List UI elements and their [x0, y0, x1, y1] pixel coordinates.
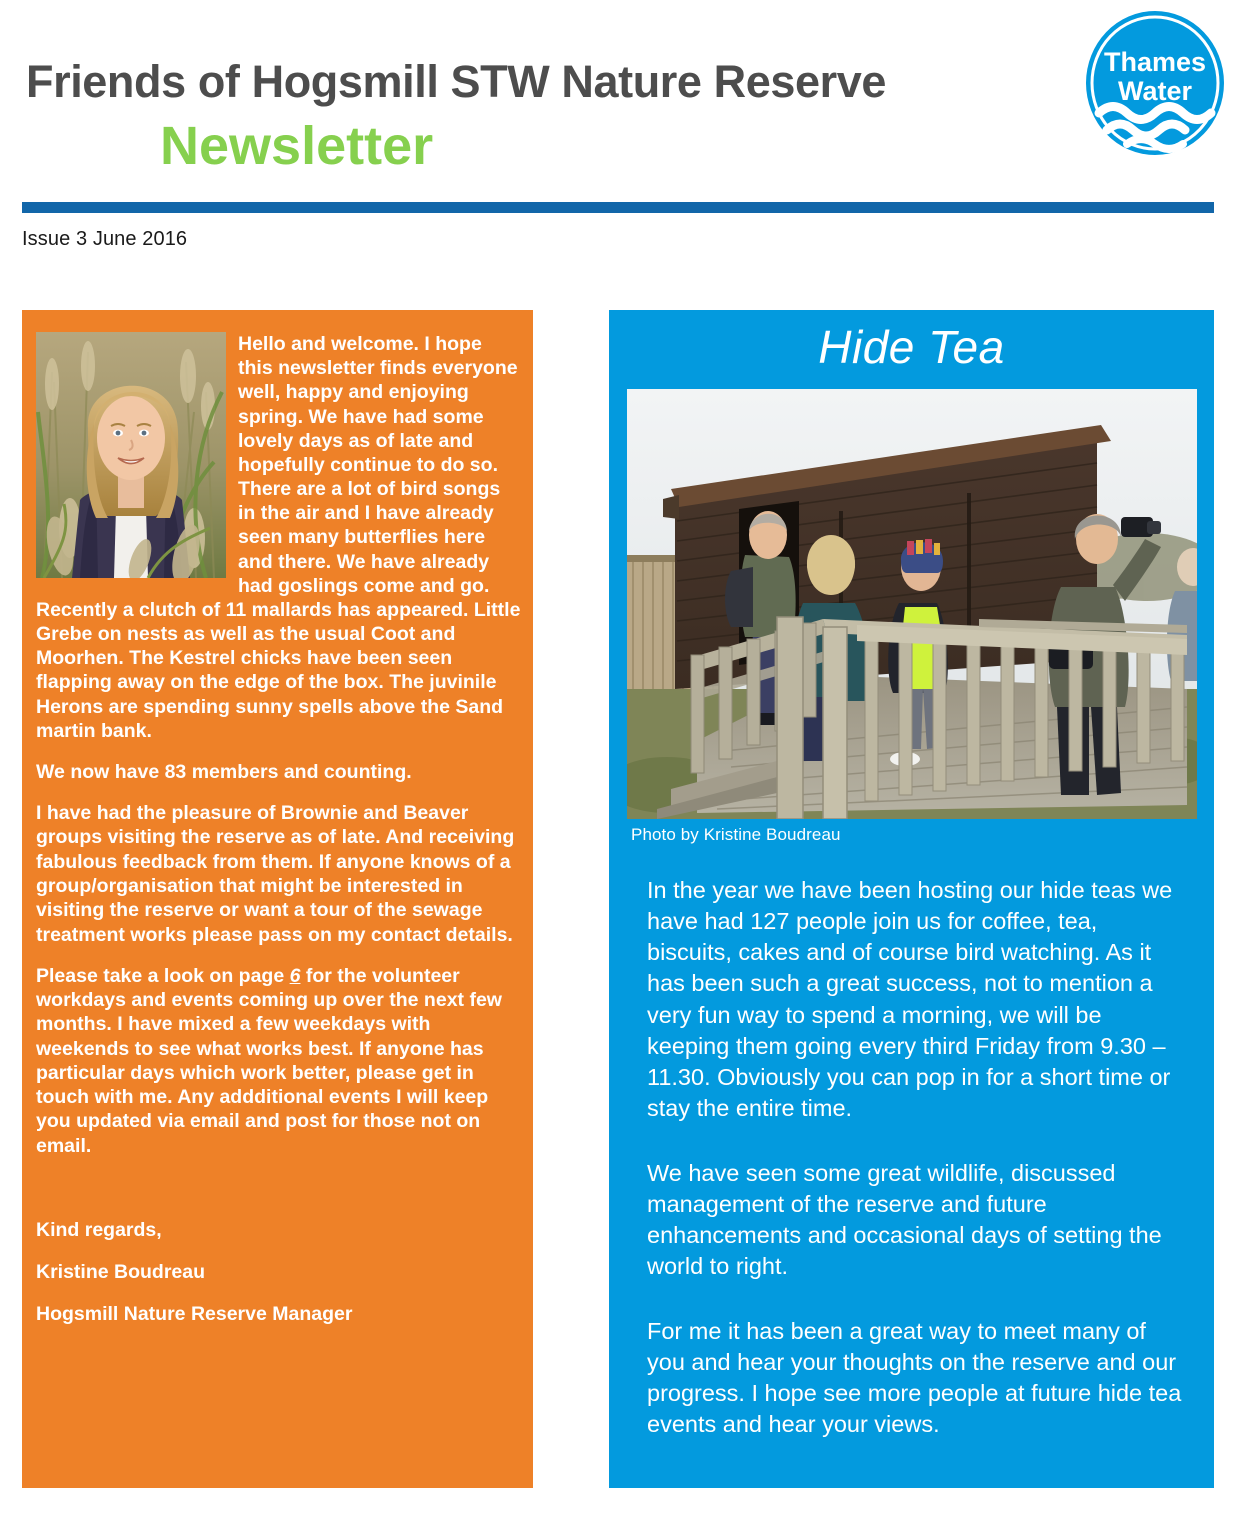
hide-tea-panel	[609, 310, 1214, 1488]
signoff-role: Hogsmill Nature Reserve Manager	[36, 1303, 353, 1326]
welcome-panel	[22, 310, 533, 1488]
issue-date: Issue 3 June 2016	[22, 228, 188, 250]
header-divider-rule	[22, 202, 1214, 213]
photo-credit-caption: Photo by Kristine Boudreau	[631, 824, 841, 844]
hide-tea-photo	[627, 389, 1197, 819]
page-number-reference: 6	[289, 964, 301, 987]
page-ref-lead-text: Please take a look on page	[36, 964, 290, 987]
hide-tea-paragraph-2: We have seen some great wildlife, discussed management of the reserve and future enhancements and occasional days of setting the world to right.	[647, 1159, 1162, 1280]
portrait-photo	[36, 332, 226, 578]
newsletter-header	[0, 0, 1258, 262]
newsletter-body	[0, 310, 1258, 1490]
members-count-paragraph: We now have 83 members and counting.	[36, 760, 412, 783]
thames-water-logo	[1083, 8, 1228, 158]
newsletter-subtitle: Newsletter	[160, 116, 434, 176]
hide-tea-body	[609, 845, 1214, 1441]
page-reference-paragraph	[36, 964, 521, 1158]
hide-tea-paragraph-1: In the year we have been hosting our hide teas we have had 127 people join us for coffee, tea, biscuits, cakes and of course bird watching. As it has been such a great success, not to mention a very fun way to spend a morning, we will be keeping them going every third Friday from 9.30 – 11.30. Obviously you can pop in for a short time or stay the entire time.	[647, 876, 1173, 1122]
page-ref-trailing-text: for the volunteer workdays and events coming up over the next few months. I have mixed a few weekdays with weekends to see what works best. If anyone has particular days which work better, please get in touch with me. Any addditional events I will keep you updated via email and post for those not on email.	[36, 964, 502, 1157]
portrait-photo-image	[36, 332, 226, 578]
hide-tea-paragraph-3: For me it has been a great way to meet many of you and hear your thoughts on the reserve and our progress. I hope see more people at future hide tea events and hear your views.	[647, 1317, 1182, 1438]
signoff-kind-regards: Kind regards,	[36, 1218, 162, 1241]
thames-water-logo-icon	[1083, 8, 1228, 158]
logo-text-line1: Thames	[1103, 47, 1207, 77]
hide-tea-photo-image	[627, 389, 1197, 819]
page-title: Friends of Hogsmill STW Nature Reserve	[26, 56, 886, 107]
signoff-name: Kristine Boudreau	[36, 1261, 206, 1284]
hide-tea-heading: Hide Tea	[818, 321, 1005, 373]
groups-visiting-paragraph: I have had the pleasure of Brownie and Beaver groups visiting the reserve as of late. And receiving fabulous feedback from them. If anyone knows of a group/organisation that might be interested in visiting the reserve or want a tour of the sewage treatment works please pass on my contact details.	[36, 802, 515, 946]
welcome-paragraph: Hello and welcome. I hope this newsletter finds everyone well, happy and enjoying spring. We have had some lovely days as of late and hopefully continue to do so. There are a lot of bird songs in the air and I have already seen many butterflies here and there. We have already had goslings come and go. Recently a clutch of 11 mallards has appeared. Little Grebe on nests as well as the usual Coot and Moorhen. The Kestrel chicks have been seen flapping away on the edge of the box. The juvinile Herons are spending sunny spells above the Sand martin bank.	[36, 333, 521, 742]
logo-text-line2: Water	[1117, 76, 1193, 106]
